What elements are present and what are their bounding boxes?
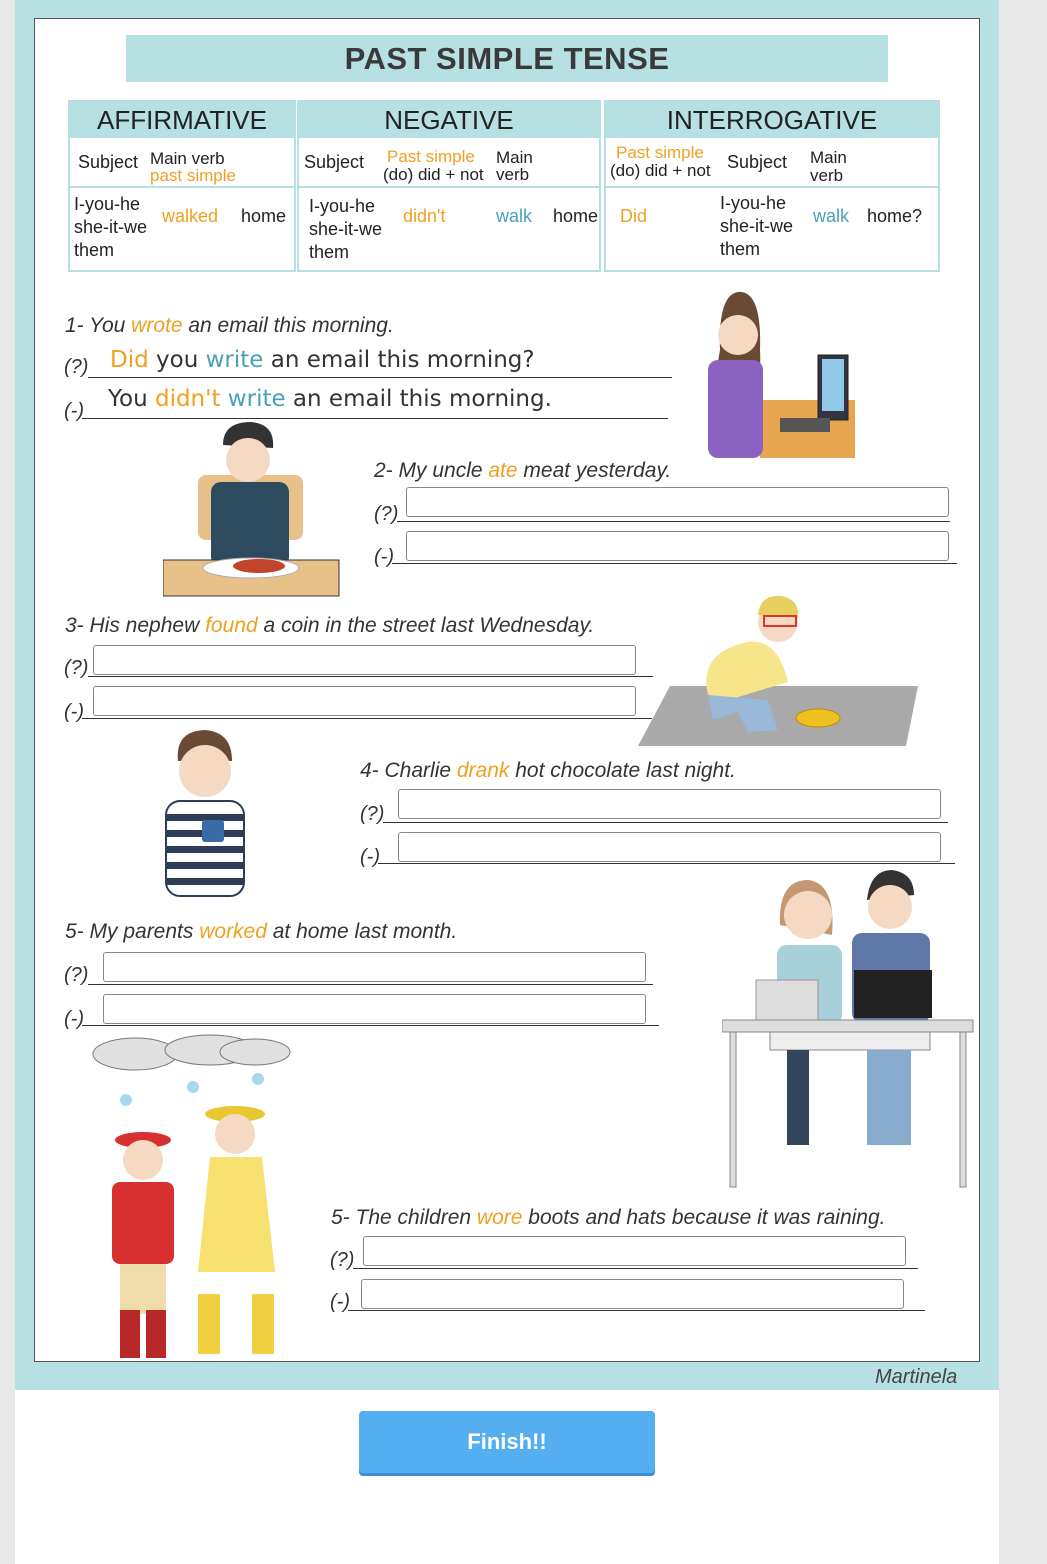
negative-label: (-) (374, 546, 394, 568)
negative-label: (-) (64, 1008, 84, 1030)
col-main: Main (810, 148, 847, 167)
negative-label: (-) (330, 1291, 350, 1313)
man-eating-illustration (163, 420, 343, 598)
col-main-verb: Main verb (150, 149, 225, 168)
interrogative-heading: INTERROGATIVE (606, 102, 938, 138)
col-main: Main (496, 148, 533, 167)
answer-line (378, 863, 955, 864)
author-credit: Martinela (875, 1366, 958, 1388)
exercise-4-sentence: 4- Charlie drank hot chocolate last night. (360, 759, 736, 782)
affirmative-heading: AFFIRMATIVE (70, 102, 294, 138)
question-label: (?) (374, 503, 399, 525)
subject-2: she-it-we (720, 216, 794, 236)
question-label: (?) (64, 356, 89, 378)
answer-line (82, 418, 668, 419)
question-label: (?) (64, 964, 89, 986)
col-past-simple: past simple (150, 166, 236, 185)
exercise-6-sentence: 5- The children wore boots and hats because it was raining. (331, 1206, 886, 1229)
col-subject: Subject (78, 152, 139, 172)
exercise-5-sentence: 5- My parents worked at home last month. (65, 920, 458, 943)
exercise-2-negative-input[interactable] (406, 531, 949, 561)
exercise-1-sentence: 1- You wrote an email this morning. (65, 314, 394, 337)
interrogative-table (604, 100, 940, 272)
exercise-1-question-example: Did you write an email this morning? (110, 347, 535, 373)
answer-line (383, 822, 948, 823)
answer-line (353, 1268, 918, 1269)
aux-did: Did (620, 206, 648, 226)
col-past-simple: Past simple (387, 147, 475, 166)
subject-2: she-it-we (309, 219, 383, 239)
subject-3: them (720, 239, 761, 259)
col-verb: verb (810, 166, 844, 185)
answer-line (82, 1025, 659, 1026)
exercise-3-question-input[interactable] (93, 645, 636, 675)
negative-heading: NEGATIVE (299, 102, 599, 138)
question-label: (?) (330, 1249, 355, 1271)
answer-line (82, 718, 652, 719)
charlie-drinking-illustration (160, 726, 250, 921)
col-past-simple: Past simple (616, 143, 704, 162)
verb-walk: walk (496, 206, 533, 226)
exercise-1-negative-example: You didn't write an email this morning. (108, 386, 552, 412)
col-verb: verb (496, 165, 530, 184)
exercise-4-question-input[interactable] (398, 789, 941, 819)
table-divider (606, 186, 938, 188)
exercise-3-sentence: 3- His nephew found a coin in the street last Wednesday. (65, 614, 595, 637)
negative-label: (-) (64, 701, 84, 723)
table-divider (70, 186, 294, 188)
answer-line (88, 377, 672, 378)
subject-1: I-you-he (309, 196, 376, 216)
answer-line (397, 521, 950, 522)
col-subject: Subject (304, 152, 365, 172)
exercise-2-question-input[interactable] (406, 487, 949, 517)
exercise-6-negative-input[interactable] (361, 1279, 904, 1309)
word-home: home (553, 206, 599, 226)
affirmative-table (68, 100, 296, 272)
subject-3: them (309, 242, 350, 262)
answer-line (392, 563, 957, 564)
answer-line (88, 676, 653, 677)
answer-line (88, 984, 653, 985)
col-subject: Subject (727, 152, 788, 172)
children-in-rain-illustration (90, 1032, 325, 1362)
subject-2: she-it-we (74, 217, 148, 237)
parents-working-illustration (722, 865, 974, 1190)
negative-table (297, 100, 601, 272)
question-label: (?) (360, 803, 385, 825)
verb-walked: walked (162, 206, 219, 226)
verb-walk: walk (813, 206, 850, 226)
exercise-2-sentence: 2- My uncle ate meat yesterday. (374, 459, 672, 482)
subject-1: I-you-he (74, 194, 141, 214)
exercise-6-question-input[interactable] (363, 1236, 906, 1266)
subject-3: them (74, 240, 115, 260)
question-label: (?) (64, 657, 89, 679)
exercise-4-negative-input[interactable] (398, 832, 941, 862)
subject-1: I-you-he (720, 193, 787, 213)
exercise-3-negative-input[interactable] (93, 686, 636, 716)
exercise-5-negative-input[interactable] (103, 994, 646, 1024)
girl-at-computer-illustration (700, 290, 860, 460)
boy-finding-coin-illustration (638, 590, 918, 748)
table-divider (299, 186, 599, 188)
answer-line (348, 1310, 925, 1311)
aux-didnt: didn't (403, 206, 446, 226)
col-did-not: (do) did + not (610, 161, 711, 180)
negative-label: (-) (64, 400, 84, 422)
negative-label: (-) (360, 846, 380, 868)
word-home-q: home? (867, 206, 923, 226)
col-did-not: (do) did + not (383, 165, 484, 184)
exercise-5-question-input[interactable] (103, 952, 646, 982)
page-title: PAST SIMPLE TENSE (126, 35, 888, 82)
word-home: home (241, 206, 287, 226)
finish-button[interactable]: Finish!! (359, 1411, 655, 1473)
